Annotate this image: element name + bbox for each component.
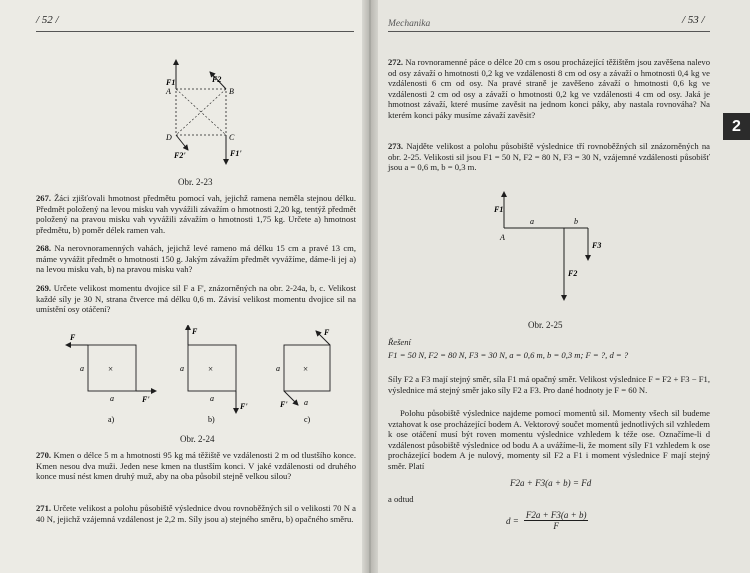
book-gutter	[362, 0, 378, 573]
figure-2-25-caption: Obr. 2-25	[528, 320, 563, 330]
problem-269: 269. Určete velikost momentu dvojice sil F a F', znázorněných na obr. 2-24a, b, c. Velikost každé síly je 30 N, strana čtverce má délku 0,6 m. Závisí velikost momentu dvojice sil na umístění osy otáčení?	[36, 283, 356, 315]
left-page-number: / 52 /	[36, 14, 59, 26]
equation-2: d = $\frac{F2a + F3(a + b)}{F}$	[506, 510, 587, 531]
svg-text:×: ×	[108, 364, 114, 374]
figure-2-25	[490, 188, 620, 318]
solution-label: Řešení	[388, 337, 411, 347]
svg-text:A: A	[500, 233, 505, 242]
problem-273: 273. Najděte velikost a polohu působiště výslednice tří rovnoběžných sil znázorněných na obr. 2-25. Velikosti sil jsou F1 = 50 N, F2 = 80 N, F3 = 30 N, vzájemné vzdálenosti působišť jsou a = 0,6 m, b = 0,3 m.	[388, 141, 710, 173]
svg-text:×: ×	[303, 364, 309, 374]
figure-2-24	[60, 325, 350, 430]
figure-2-23	[150, 54, 260, 174]
svg-text:a): a)	[108, 415, 115, 424]
svg-text:b): b)	[208, 415, 215, 424]
right-header-rule	[388, 31, 710, 32]
svg-text:a: a	[304, 398, 308, 407]
svg-text:a: a	[530, 217, 534, 226]
svg-text:a: a	[276, 364, 280, 373]
svg-text:F1: F1	[166, 78, 176, 87]
right-page-number: / 53 /	[682, 14, 705, 26]
svg-text:F: F	[324, 328, 330, 337]
svg-text:F1: F1	[494, 205, 504, 214]
given-values: F1 = 50 N, F2 = 80 N, F3 = 30 N, a = 0,6 m, b = 0,3 m; F = ?, d = ?	[388, 350, 629, 360]
svg-text:F': F'	[240, 402, 248, 411]
svg-text:a: a	[210, 394, 214, 403]
svg-text:C: C	[229, 133, 235, 142]
svg-text:a: a	[80, 364, 84, 373]
svg-text:F': F'	[142, 395, 150, 404]
solution-paragraph-2: Polohu působiště výslednice najdeme pomocí momentů sil. Momenty všech sil budeme vztahovat k ose procházející bodem A. Vektorový součet momentů jednotlivých sil vzhledem k ose otáčení musí být roven momentu výslednice vzhledem k téže ose. Označíme-li d vzdálenost působiště výslednice od bodu A a uvážíme-li, že moment síly F1 vzhledem k ose procházející bodem A je nulový, momenty sil F2 a F1 i moment výslednice F mají stejný směr. Platí	[388, 408, 710, 471]
svg-text:a: a	[110, 394, 114, 403]
problem-267: 267. Žáci zjišťovali hmotnost předmětu pomocí vah, jejichž ramena neměla stejnou délku. Předmět položený na levou misku vah vyvážili závažím o hmotnosti 2,20 kg, tentýž předmět položený na pravou misku vah vyvážili závažím o hmotnosti 1,75 kg. Určete a) hmotnost předmětu, b) poměr délek ramen vah.	[36, 193, 356, 235]
svg-text:F: F	[70, 333, 76, 342]
problem-268: 268. Na nerovnoramenných vahách, jejichž levé rameno má délku 15 cm a pravé 13 cm, máme vyvážit předmět o hmotnosti 150 g. Jakým závažím předmět vyvážíme, dáme-li jej a) na levou misku vah, b) na pravou misku vah?	[36, 243, 356, 275]
equation-1: F2a + F3(a + b) = Fd	[510, 478, 592, 488]
figure-2-23-caption: Obr. 2-23	[178, 177, 213, 187]
svg-text:F: F	[192, 327, 198, 336]
problem-270: 270. Kmen o délce 5 m a hmotnosti 95 kg má těžiště ve vzdálenosti 2 m od tlustšího konce. Kmen nesou dva muži. Jeden nese kmen na tlustším konci. V jaké vzdálenosti od druhého konce musí nést kmen druhý muž, aby na oba působil stejně velkou silou?	[36, 450, 356, 482]
solution-paragraph-1: Síly F2 a F3 mají stejný směr, síla F1 má opačný směr. Velikost výslednice F = F2 + F3 − F1, výslednice má stejný směr jako síly F2 a F3. Pro dané hodnoty je F = 60 N.	[388, 374, 710, 395]
chapter-tab: 2	[723, 113, 750, 140]
svg-text:a: a	[180, 364, 184, 373]
svg-text:b: b	[574, 217, 578, 226]
svg-text:A: A	[166, 87, 171, 96]
figure-2-24-caption: Obr. 2-24	[180, 434, 215, 444]
svg-text:F2': F2'	[174, 151, 186, 160]
problem-272: 272. Na rovnoramenné páce o délce 20 cm s osou procházející těžištěm jsou zavěšena nalevo od osy závaží o hmotnosti 0,2 kg ve vzdálenosti 8 cm od osy a závaží o hmotnosti 0,4 kg ve vzdálenosti 6 cm od osy. Na pravé straně je zavěšeno závaží o hmotnosti 0,6 kg ve vzdálenosti 2 cm od osy a závaží o hmotnosti 0,2 kg ve vzdálenosti 4 cm od osy. Jaká je hmotnost závaží, které musíme zavěsit na jednom konci páky, aby nastala rovnováha? Na kterém konci páky musíme závaží zavěsit?	[388, 57, 710, 120]
svg-text:F2: F2	[212, 75, 222, 84]
svg-text:B: B	[229, 87, 234, 96]
svg-text:F': F'	[280, 400, 288, 409]
svg-text:F3: F3	[592, 241, 602, 250]
svg-text:F1': F1'	[230, 149, 242, 158]
odkud-text: a odtud	[388, 494, 414, 504]
svg-text:F2: F2	[568, 269, 578, 278]
problem-271: 271. Určete velikost a polohu působiště výslednice dvou rovnoběžných sil o velikosti 70 N a 40 N, jejichž vzájemná vzdálenost je 2,2 m. Síly jsou a) stejného směru, b) opačného směru.	[36, 503, 356, 524]
svg-text:D: D	[166, 133, 172, 142]
left-header-rule	[36, 31, 354, 32]
running-head: Mechanika	[388, 19, 431, 29]
svg-text:×: ×	[208, 364, 214, 374]
svg-text:c): c)	[304, 415, 311, 424]
